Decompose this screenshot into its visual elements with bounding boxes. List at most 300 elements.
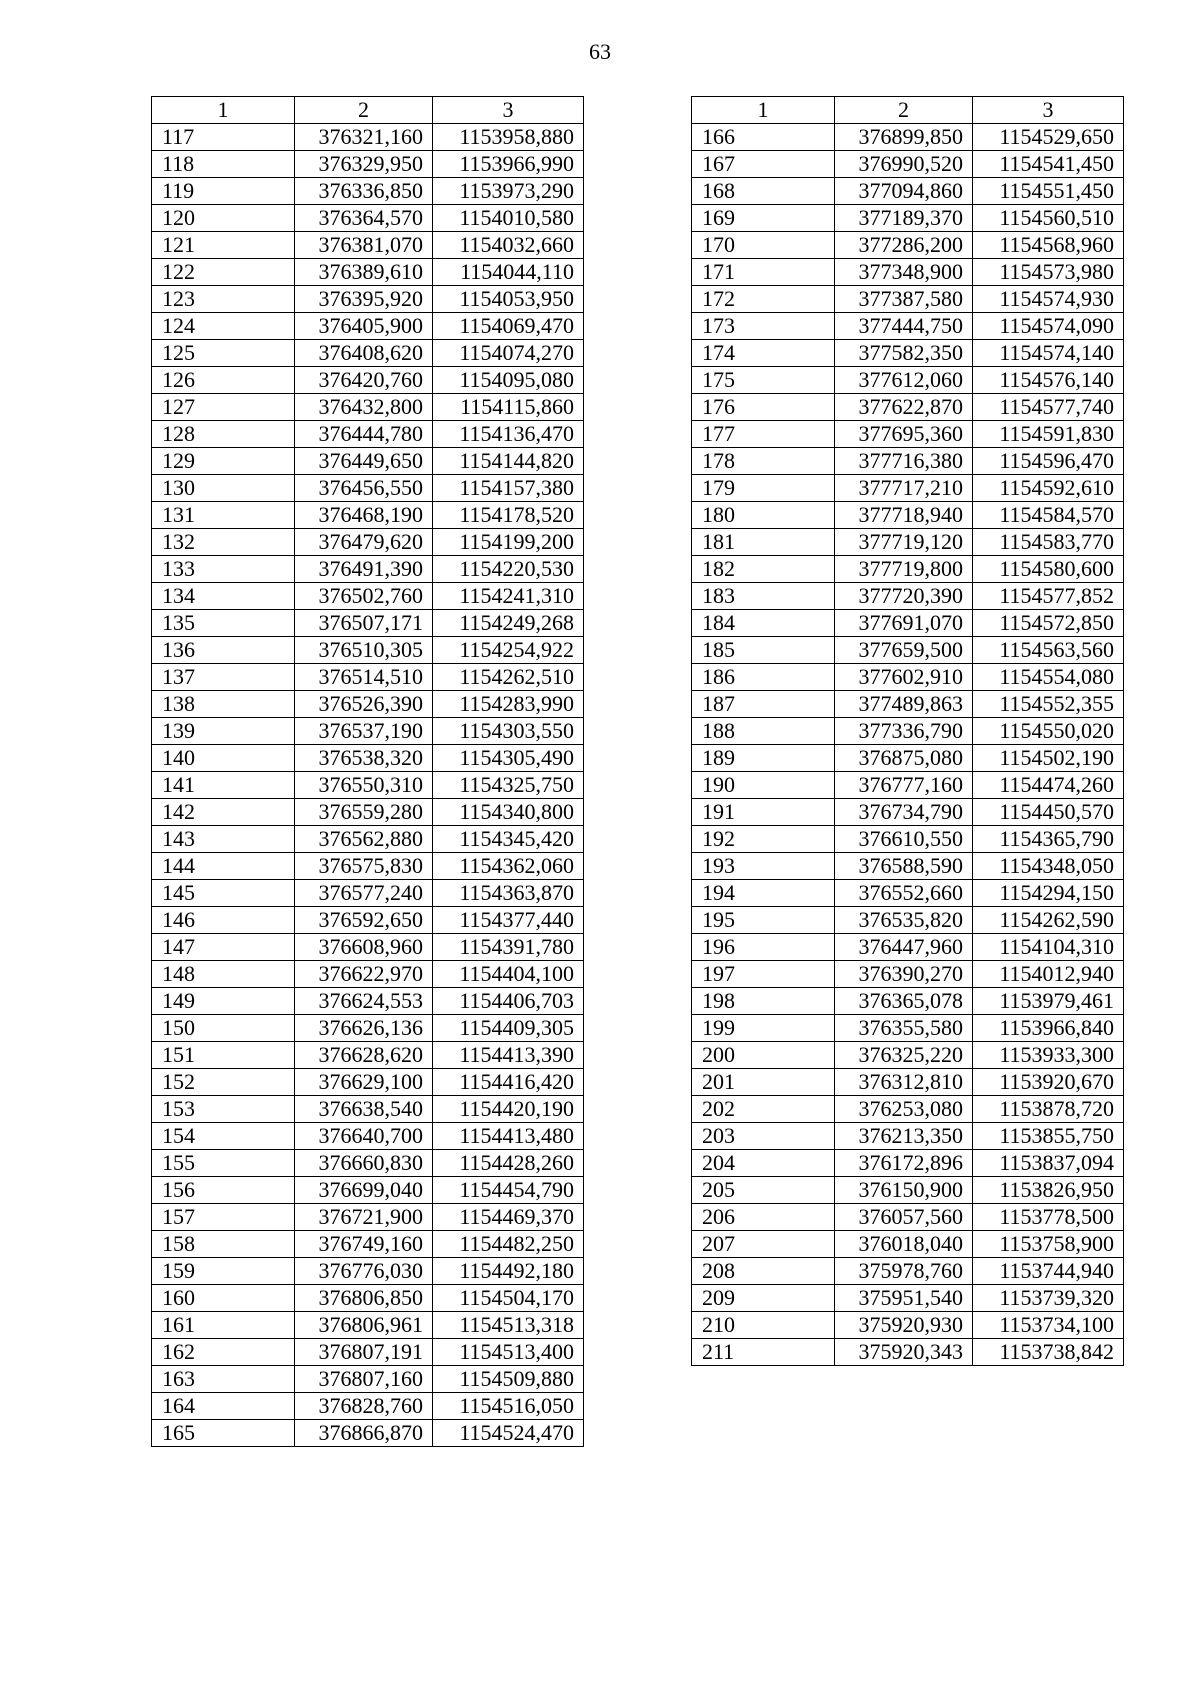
y-coordinate-cell: 1153826,950 bbox=[973, 1177, 1124, 1204]
x-coordinate-cell: 376806,850 bbox=[295, 1285, 433, 1312]
y-coordinate-cell: 1154577,740 bbox=[973, 394, 1124, 421]
point-number-cell: 181 bbox=[692, 529, 835, 556]
point-number-cell: 154 bbox=[152, 1123, 295, 1150]
table-row bbox=[692, 907, 1124, 934]
y-coordinate-cell: 1154563,560 bbox=[973, 637, 1124, 664]
table-row bbox=[152, 1069, 584, 1096]
table-row bbox=[692, 448, 1124, 475]
y-coordinate-cell: 1154574,930 bbox=[973, 286, 1124, 313]
point-number-cell: 152 bbox=[152, 1069, 295, 1096]
point-number-cell: 171 bbox=[692, 259, 835, 286]
x-coordinate-cell: 376610,550 bbox=[835, 826, 973, 853]
point-number-cell: 164 bbox=[152, 1393, 295, 1420]
point-number-cell: 160 bbox=[152, 1285, 295, 1312]
x-coordinate-cell: 376629,100 bbox=[295, 1069, 433, 1096]
table-row bbox=[152, 745, 584, 772]
table-row bbox=[152, 880, 584, 907]
y-coordinate-cell: 1153920,670 bbox=[973, 1069, 1124, 1096]
y-coordinate-cell: 1154513,318 bbox=[433, 1312, 584, 1339]
x-coordinate-cell: 376588,590 bbox=[835, 853, 973, 880]
table-row bbox=[692, 556, 1124, 583]
x-coordinate-cell: 376875,080 bbox=[835, 745, 973, 772]
table-row bbox=[692, 232, 1124, 259]
point-number-cell: 129 bbox=[152, 448, 295, 475]
y-coordinate-cell: 1154554,080 bbox=[973, 664, 1124, 691]
table-row bbox=[152, 1258, 584, 1285]
y-coordinate-cell: 1153744,940 bbox=[973, 1258, 1124, 1285]
x-coordinate-cell: 376624,553 bbox=[295, 988, 433, 1015]
y-coordinate-cell: 1154363,870 bbox=[433, 880, 584, 907]
table-row bbox=[152, 1150, 584, 1177]
x-coordinate-cell: 376660,830 bbox=[295, 1150, 433, 1177]
y-coordinate-cell: 1154524,470 bbox=[433, 1420, 584, 1447]
point-number-cell: 159 bbox=[152, 1258, 295, 1285]
table-row bbox=[152, 1366, 584, 1393]
table-row bbox=[692, 583, 1124, 610]
point-number-cell: 128 bbox=[152, 421, 295, 448]
table-row bbox=[152, 286, 584, 313]
x-coordinate-cell: 376405,900 bbox=[295, 313, 433, 340]
table-row bbox=[692, 205, 1124, 232]
table-row bbox=[692, 1285, 1124, 1312]
x-coordinate-cell: 377716,380 bbox=[835, 448, 973, 475]
x-coordinate-cell: 377719,800 bbox=[835, 556, 973, 583]
x-coordinate-cell: 376172,896 bbox=[835, 1150, 973, 1177]
x-coordinate-cell: 376538,320 bbox=[295, 745, 433, 772]
y-coordinate-cell: 1154580,600 bbox=[973, 556, 1124, 583]
x-coordinate-cell: 376389,610 bbox=[295, 259, 433, 286]
x-coordinate-cell: 376550,310 bbox=[295, 772, 433, 799]
point-number-cell: 188 bbox=[692, 718, 835, 745]
point-number-cell: 155 bbox=[152, 1150, 295, 1177]
x-coordinate-cell: 377718,940 bbox=[835, 502, 973, 529]
table-row bbox=[692, 529, 1124, 556]
table-row bbox=[152, 340, 584, 367]
point-number-cell: 170 bbox=[692, 232, 835, 259]
table-row bbox=[152, 1393, 584, 1420]
table-row bbox=[692, 1123, 1124, 1150]
x-coordinate-cell: 376507,171 bbox=[295, 610, 433, 637]
table-row bbox=[692, 826, 1124, 853]
point-number-cell: 194 bbox=[692, 880, 835, 907]
table-row bbox=[152, 556, 584, 583]
y-coordinate-cell: 1153739,320 bbox=[973, 1285, 1124, 1312]
y-coordinate-cell: 1153837,094 bbox=[973, 1150, 1124, 1177]
x-coordinate-cell: 376456,550 bbox=[295, 475, 433, 502]
point-number-cell: 207 bbox=[692, 1231, 835, 1258]
table-row bbox=[692, 880, 1124, 907]
table-row bbox=[692, 1258, 1124, 1285]
point-number-cell: 200 bbox=[692, 1042, 835, 1069]
x-coordinate-cell: 377444,750 bbox=[835, 313, 973, 340]
y-coordinate-cell: 1154420,190 bbox=[433, 1096, 584, 1123]
point-number-cell: 178 bbox=[692, 448, 835, 475]
table-row bbox=[692, 934, 1124, 961]
point-number-cell: 192 bbox=[692, 826, 835, 853]
x-coordinate-cell: 376057,560 bbox=[835, 1204, 973, 1231]
x-coordinate-cell: 377387,580 bbox=[835, 286, 973, 313]
table-row bbox=[692, 340, 1124, 367]
y-coordinate-cell: 1154592,610 bbox=[973, 475, 1124, 502]
y-coordinate-cell: 1154428,260 bbox=[433, 1150, 584, 1177]
point-number-cell: 149 bbox=[152, 988, 295, 1015]
table-row bbox=[692, 286, 1124, 313]
point-number-cell: 209 bbox=[692, 1285, 835, 1312]
point-number-cell: 167 bbox=[692, 151, 835, 178]
y-coordinate-cell: 1154345,420 bbox=[433, 826, 584, 853]
x-coordinate-cell: 376699,040 bbox=[295, 1177, 433, 1204]
x-coordinate-cell: 376828,760 bbox=[295, 1393, 433, 1420]
table-row bbox=[152, 826, 584, 853]
x-coordinate-cell: 376638,540 bbox=[295, 1096, 433, 1123]
point-number-cell: 196 bbox=[692, 934, 835, 961]
y-coordinate-cell: 1154249,268 bbox=[433, 610, 584, 637]
y-coordinate-cell: 1153734,100 bbox=[973, 1312, 1124, 1339]
point-number-cell: 121 bbox=[152, 232, 295, 259]
x-coordinate-cell: 377659,500 bbox=[835, 637, 973, 664]
point-number-cell: 122 bbox=[152, 259, 295, 286]
table-row bbox=[152, 421, 584, 448]
table-row bbox=[692, 772, 1124, 799]
point-number-cell: 206 bbox=[692, 1204, 835, 1231]
point-number-cell: 187 bbox=[692, 691, 835, 718]
table-row bbox=[152, 1123, 584, 1150]
point-number-cell: 144 bbox=[152, 853, 295, 880]
point-number-cell: 120 bbox=[152, 205, 295, 232]
column-header: 2 bbox=[295, 97, 433, 124]
point-number-cell: 195 bbox=[692, 907, 835, 934]
table-row bbox=[152, 124, 584, 151]
table-row bbox=[692, 745, 1124, 772]
table-row bbox=[152, 772, 584, 799]
y-coordinate-cell: 1153855,750 bbox=[973, 1123, 1124, 1150]
y-coordinate-cell: 1154513,400 bbox=[433, 1339, 584, 1366]
x-coordinate-cell: 376321,160 bbox=[295, 124, 433, 151]
point-number-cell: 124 bbox=[152, 313, 295, 340]
y-coordinate-cell: 1153758,900 bbox=[973, 1231, 1124, 1258]
table-row bbox=[692, 1150, 1124, 1177]
y-coordinate-cell: 1154391,780 bbox=[433, 934, 584, 961]
table-row bbox=[692, 394, 1124, 421]
x-coordinate-cell: 376253,080 bbox=[835, 1096, 973, 1123]
x-coordinate-cell: 376622,970 bbox=[295, 961, 433, 988]
point-number-cell: 166 bbox=[692, 124, 835, 151]
table-row bbox=[692, 421, 1124, 448]
table-row bbox=[152, 907, 584, 934]
point-number-cell: 202 bbox=[692, 1096, 835, 1123]
x-coordinate-cell: 377720,390 bbox=[835, 583, 973, 610]
y-coordinate-cell: 1154509,880 bbox=[433, 1366, 584, 1393]
table-row bbox=[152, 394, 584, 421]
y-coordinate-cell: 1154550,020 bbox=[973, 718, 1124, 745]
point-number-cell: 198 bbox=[692, 988, 835, 1015]
x-coordinate-cell: 377348,900 bbox=[835, 259, 973, 286]
x-coordinate-cell: 376479,620 bbox=[295, 529, 433, 556]
table-row bbox=[152, 610, 584, 637]
y-coordinate-cell: 1154095,080 bbox=[433, 367, 584, 394]
table-row bbox=[692, 961, 1124, 988]
point-number-cell: 205 bbox=[692, 1177, 835, 1204]
x-coordinate-cell: 376552,660 bbox=[835, 880, 973, 907]
x-coordinate-cell: 376807,160 bbox=[295, 1366, 433, 1393]
y-coordinate-cell: 1154241,310 bbox=[433, 583, 584, 610]
y-coordinate-cell: 1154576,140 bbox=[973, 367, 1124, 394]
table-row bbox=[152, 178, 584, 205]
y-coordinate-cell: 1154377,440 bbox=[433, 907, 584, 934]
point-number-cell: 148 bbox=[152, 961, 295, 988]
point-number-cell: 135 bbox=[152, 610, 295, 637]
table-row bbox=[692, 1042, 1124, 1069]
y-coordinate-cell: 1154305,490 bbox=[433, 745, 584, 772]
x-coordinate-cell: 376150,900 bbox=[835, 1177, 973, 1204]
y-coordinate-cell: 1153966,990 bbox=[433, 151, 584, 178]
point-number-cell: 137 bbox=[152, 664, 295, 691]
point-number-cell: 208 bbox=[692, 1258, 835, 1285]
x-coordinate-cell: 375920,930 bbox=[835, 1312, 973, 1339]
point-number-cell: 211 bbox=[692, 1339, 835, 1366]
point-number-cell: 172 bbox=[692, 286, 835, 313]
y-coordinate-cell: 1154541,450 bbox=[973, 151, 1124, 178]
y-coordinate-cell: 1153933,300 bbox=[973, 1042, 1124, 1069]
x-coordinate-cell: 376447,960 bbox=[835, 934, 973, 961]
y-coordinate-cell: 1154220,530 bbox=[433, 556, 584, 583]
table-row bbox=[152, 718, 584, 745]
y-coordinate-cell: 1154262,510 bbox=[433, 664, 584, 691]
point-number-cell: 133 bbox=[152, 556, 295, 583]
point-number-cell: 168 bbox=[692, 178, 835, 205]
x-coordinate-cell: 376432,800 bbox=[295, 394, 433, 421]
point-number-cell: 150 bbox=[152, 1015, 295, 1042]
x-coordinate-cell: 377189,370 bbox=[835, 205, 973, 232]
table-row bbox=[152, 961, 584, 988]
y-coordinate-cell: 1154340,800 bbox=[433, 799, 584, 826]
y-coordinate-cell: 1154529,650 bbox=[973, 124, 1124, 151]
point-number-cell: 210 bbox=[692, 1312, 835, 1339]
y-coordinate-cell: 1154584,570 bbox=[973, 502, 1124, 529]
y-coordinate-cell: 1154573,980 bbox=[973, 259, 1124, 286]
column-header: 1 bbox=[152, 97, 295, 124]
point-number-cell: 145 bbox=[152, 880, 295, 907]
table-row bbox=[152, 1312, 584, 1339]
x-coordinate-cell: 376312,810 bbox=[835, 1069, 973, 1096]
y-coordinate-cell: 1154044,110 bbox=[433, 259, 584, 286]
x-coordinate-cell: 377286,200 bbox=[835, 232, 973, 259]
y-coordinate-cell: 1154406,703 bbox=[433, 988, 584, 1015]
point-number-cell: 163 bbox=[152, 1366, 295, 1393]
column-header: 3 bbox=[973, 97, 1124, 124]
table-row bbox=[152, 1204, 584, 1231]
point-number-cell: 169 bbox=[692, 205, 835, 232]
table-row bbox=[692, 151, 1124, 178]
y-coordinate-cell: 1154254,922 bbox=[433, 637, 584, 664]
table-row bbox=[692, 664, 1124, 691]
table-row bbox=[152, 1339, 584, 1366]
point-number-cell: 182 bbox=[692, 556, 835, 583]
x-coordinate-cell: 376535,820 bbox=[835, 907, 973, 934]
x-coordinate-cell: 377489,863 bbox=[835, 691, 973, 718]
x-coordinate-cell: 377717,210 bbox=[835, 475, 973, 502]
point-number-cell: 185 bbox=[692, 637, 835, 664]
point-number-cell: 123 bbox=[152, 286, 295, 313]
x-coordinate-cell: 377336,790 bbox=[835, 718, 973, 745]
point-number-cell: 117 bbox=[152, 124, 295, 151]
point-number-cell: 193 bbox=[692, 853, 835, 880]
y-coordinate-cell: 1154574,090 bbox=[973, 313, 1124, 340]
x-coordinate-cell: 376408,620 bbox=[295, 340, 433, 367]
y-coordinate-cell: 1154303,550 bbox=[433, 718, 584, 745]
y-coordinate-cell: 1154199,200 bbox=[433, 529, 584, 556]
y-coordinate-cell: 1154482,250 bbox=[433, 1231, 584, 1258]
y-coordinate-cell: 1154413,390 bbox=[433, 1042, 584, 1069]
y-coordinate-cell: 1154404,100 bbox=[433, 961, 584, 988]
column-header: 1 bbox=[692, 97, 835, 124]
coordinates-table-right bbox=[691, 96, 1124, 1366]
point-number-cell: 177 bbox=[692, 421, 835, 448]
table-row bbox=[152, 529, 584, 556]
y-coordinate-cell: 1154294,150 bbox=[973, 880, 1124, 907]
point-number-cell: 153 bbox=[152, 1096, 295, 1123]
point-number-cell: 176 bbox=[692, 394, 835, 421]
table-row bbox=[152, 1285, 584, 1312]
x-coordinate-cell: 376395,920 bbox=[295, 286, 433, 313]
y-coordinate-cell: 1154560,510 bbox=[973, 205, 1124, 232]
y-coordinate-cell: 1154144,820 bbox=[433, 448, 584, 475]
point-number-cell: 138 bbox=[152, 691, 295, 718]
x-coordinate-cell: 376626,136 bbox=[295, 1015, 433, 1042]
point-number-cell: 118 bbox=[152, 151, 295, 178]
y-coordinate-cell: 1154362,060 bbox=[433, 853, 584, 880]
table-row bbox=[152, 853, 584, 880]
y-coordinate-cell: 1154104,310 bbox=[973, 934, 1124, 961]
table-row bbox=[152, 1231, 584, 1258]
x-coordinate-cell: 377602,910 bbox=[835, 664, 973, 691]
y-coordinate-cell: 1154577,852 bbox=[973, 583, 1124, 610]
x-coordinate-cell: 376468,190 bbox=[295, 502, 433, 529]
point-number-cell: 197 bbox=[692, 961, 835, 988]
y-coordinate-cell: 1154492,180 bbox=[433, 1258, 584, 1285]
y-coordinate-cell: 1154469,370 bbox=[433, 1204, 584, 1231]
table-row bbox=[692, 1096, 1124, 1123]
x-coordinate-cell: 376355,580 bbox=[835, 1015, 973, 1042]
table-row bbox=[152, 502, 584, 529]
table-row bbox=[152, 664, 584, 691]
point-number-cell: 179 bbox=[692, 475, 835, 502]
table-header-row bbox=[692, 97, 1124, 124]
y-coordinate-cell: 1154115,860 bbox=[433, 394, 584, 421]
y-coordinate-cell: 1153966,840 bbox=[973, 1015, 1124, 1042]
x-coordinate-cell: 376776,030 bbox=[295, 1258, 433, 1285]
y-coordinate-cell: 1154591,830 bbox=[973, 421, 1124, 448]
x-coordinate-cell: 376592,650 bbox=[295, 907, 433, 934]
x-coordinate-cell: 376866,870 bbox=[295, 1420, 433, 1447]
point-number-cell: 141 bbox=[152, 772, 295, 799]
x-coordinate-cell: 376449,650 bbox=[295, 448, 433, 475]
y-coordinate-cell: 1154074,270 bbox=[433, 340, 584, 367]
x-coordinate-cell: 376336,850 bbox=[295, 178, 433, 205]
table-row bbox=[692, 1312, 1124, 1339]
table-row bbox=[152, 232, 584, 259]
y-coordinate-cell: 1153973,290 bbox=[433, 178, 584, 205]
point-number-cell: 127 bbox=[152, 394, 295, 421]
table-row bbox=[692, 259, 1124, 286]
y-coordinate-cell: 1154552,355 bbox=[973, 691, 1124, 718]
y-coordinate-cell: 1154568,960 bbox=[973, 232, 1124, 259]
x-coordinate-cell: 376491,390 bbox=[295, 556, 433, 583]
column-header: 2 bbox=[835, 97, 973, 124]
table-row bbox=[692, 1069, 1124, 1096]
point-number-cell: 119 bbox=[152, 178, 295, 205]
table-row bbox=[692, 799, 1124, 826]
x-coordinate-cell: 376577,240 bbox=[295, 880, 433, 907]
table-row bbox=[692, 718, 1124, 745]
y-coordinate-cell: 1153958,880 bbox=[433, 124, 584, 151]
y-coordinate-cell: 1154502,190 bbox=[973, 745, 1124, 772]
y-coordinate-cell: 1154596,470 bbox=[973, 448, 1124, 475]
table-row bbox=[692, 367, 1124, 394]
table-row bbox=[692, 691, 1124, 718]
x-coordinate-cell: 377719,120 bbox=[835, 529, 973, 556]
table-row bbox=[152, 583, 584, 610]
x-coordinate-cell: 376213,350 bbox=[835, 1123, 973, 1150]
y-coordinate-cell: 1154474,260 bbox=[973, 772, 1124, 799]
point-number-cell: 165 bbox=[152, 1420, 295, 1447]
y-coordinate-cell: 1154504,170 bbox=[433, 1285, 584, 1312]
table-row bbox=[152, 151, 584, 178]
x-coordinate-cell: 376628,620 bbox=[295, 1042, 433, 1069]
table-row bbox=[152, 313, 584, 340]
table-row bbox=[692, 178, 1124, 205]
y-coordinate-cell: 1154516,050 bbox=[433, 1393, 584, 1420]
point-number-cell: 186 bbox=[692, 664, 835, 691]
x-coordinate-cell: 376381,070 bbox=[295, 232, 433, 259]
coordinates-table-left bbox=[151, 96, 584, 1447]
table-row bbox=[152, 205, 584, 232]
x-coordinate-cell: 377094,860 bbox=[835, 178, 973, 205]
x-coordinate-cell: 376575,830 bbox=[295, 853, 433, 880]
point-number-cell: 204 bbox=[692, 1150, 835, 1177]
point-number-cell: 147 bbox=[152, 934, 295, 961]
table-row bbox=[692, 124, 1124, 151]
point-number-cell: 126 bbox=[152, 367, 295, 394]
point-number-cell: 184 bbox=[692, 610, 835, 637]
y-coordinate-cell: 1154416,420 bbox=[433, 1069, 584, 1096]
x-coordinate-cell: 376734,790 bbox=[835, 799, 973, 826]
y-coordinate-cell: 1154348,050 bbox=[973, 853, 1124, 880]
x-coordinate-cell: 376899,850 bbox=[835, 124, 973, 151]
x-coordinate-cell: 377695,360 bbox=[835, 421, 973, 448]
table-row bbox=[152, 1177, 584, 1204]
x-coordinate-cell: 376325,220 bbox=[835, 1042, 973, 1069]
table-row bbox=[692, 313, 1124, 340]
table-row bbox=[152, 448, 584, 475]
y-coordinate-cell: 1154136,470 bbox=[433, 421, 584, 448]
x-coordinate-cell: 376721,900 bbox=[295, 1204, 433, 1231]
x-coordinate-cell: 376390,270 bbox=[835, 961, 973, 988]
y-coordinate-cell: 1154365,790 bbox=[973, 826, 1124, 853]
table-row bbox=[692, 502, 1124, 529]
page-number: 63 bbox=[589, 39, 611, 64]
table-row bbox=[152, 367, 584, 394]
x-coordinate-cell: 376749,160 bbox=[295, 1231, 433, 1258]
x-coordinate-cell: 377612,060 bbox=[835, 367, 973, 394]
x-coordinate-cell: 376364,570 bbox=[295, 205, 433, 232]
x-coordinate-cell: 376559,280 bbox=[295, 799, 433, 826]
y-coordinate-cell: 1154574,140 bbox=[973, 340, 1124, 367]
point-number-cell: 190 bbox=[692, 772, 835, 799]
x-coordinate-cell: 376502,760 bbox=[295, 583, 433, 610]
point-number-cell: 125 bbox=[152, 340, 295, 367]
table-row bbox=[692, 1204, 1124, 1231]
